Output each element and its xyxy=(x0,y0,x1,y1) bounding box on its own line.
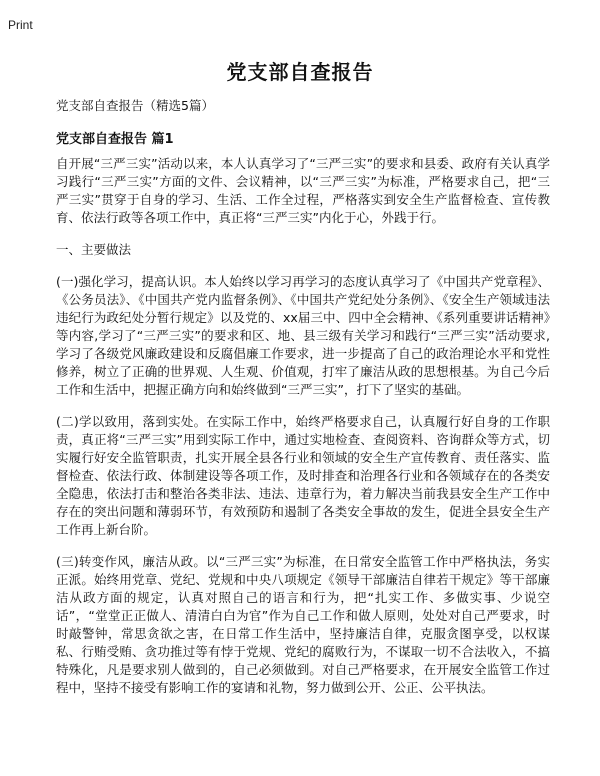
document-subtitle: 党支部自查报告（精选5篇） xyxy=(56,98,214,113)
section-heading-main-practices: 一、主要做法 xyxy=(56,242,132,257)
paragraph-apply-learning: (二)学以致用，落到实处。在实际工作中，始终严格要求自己，认真履行好自身的工作职责，真正将“三严三实”用到实际工作中，通过实地检查、查阅资料、咨询群众等方式，切实履行好安全监管职责，扎实开展全县各行业和领域的安全生产宣传教育、责任落实、监督检查、依法行政、体制建设等各项工作，及时排查和治理各行业和各领域存在的各类安全隐患，依法打击和整治各类非法、违法、违章行为，着力解决当前我县安全生产工作中存在的突出问题和薄弱环节，有效预防和遏制了各类安全事故的发生，促进全县安全生产工作再上新台阶。 xyxy=(56,414,550,537)
paragraph-change-style: (三)转变作风，廉洁从政。以“三严三实”为标准，在日常安全监管工作中严格执法，务实正派。始终用党章、党纪、党规和中央八项规定《领导干部廉洁自律若干规定》等干部廉洁从政方面的规定，认真对照自己的语言和行为，把“扎实工作、多做实事、少说空话”，“堂堂正正做人、清清白白为官”作为自己工作和做人原则，处处对自己严要求，时时敲警钟，常思贪欲之害，在日常工作生活中，坚持廉洁自律，克服贪图享受，以权谋私、行贿受贿、贪功推过等有悖于党规、党纪的腐败行为，不谋取一切不合法收入，不搞特殊化，凡是要求别人做到的，自己必须做到。对自己严格要求，在开展安全监管工作过程中，坚持不接受有影响工作的宴请和礼物，努力做到公开、公正、公平执法。 xyxy=(56,554,550,695)
document-title: 党支部自查报告 xyxy=(226,60,374,84)
document-body xyxy=(56,155,550,711)
paragraph-strengthen-learning: (一)强化学习，提高认识。本人始终以学习再学习的态度认真学习了《中国共产党章程》、《公务员法》、《中国共产党内监督条例》、《中国共产党纪处分条例》、《安全生产领域违法违纪行为政纪处分暂行规定》以及党的、xx届三中、四中全会精神、《系列重要讲话精神》等内容,学习了“三严三实”的要求和区、地、县三级有关学习和践行“三严三实”活动要求,学习了各级党风廉政建设和反腐倡廉工作要求，进一步提高了自己的政治理论水平和党性修养，树立了正确的世界观、人生观、价值观，打牢了廉洁从政的思想根基。为自己今后工作和生活中，把握正确方向和始终做到“三严三实”，打下了坚实的基础。 xyxy=(56,274,550,397)
intro-paragraph: 自开展“三严三实”活动以来，本人认真学习了“三严三实”的要求和县委、政府有关认真学习践行“三严三实”方面的文件、会议精神，以“三严三实”为标准，严格要求自己，把“三严三实”贯穿于自身的学习、生活、工作全过程，严格落实到安全生产监督检查、宣传教育、依法行政等各项工作中，真正将“三严三实”内化于心，外践于行。 xyxy=(56,156,550,225)
print-link[interactable]: Print xyxy=(8,18,33,32)
section-title: 党支部自查报告 篇1 xyxy=(56,132,174,147)
